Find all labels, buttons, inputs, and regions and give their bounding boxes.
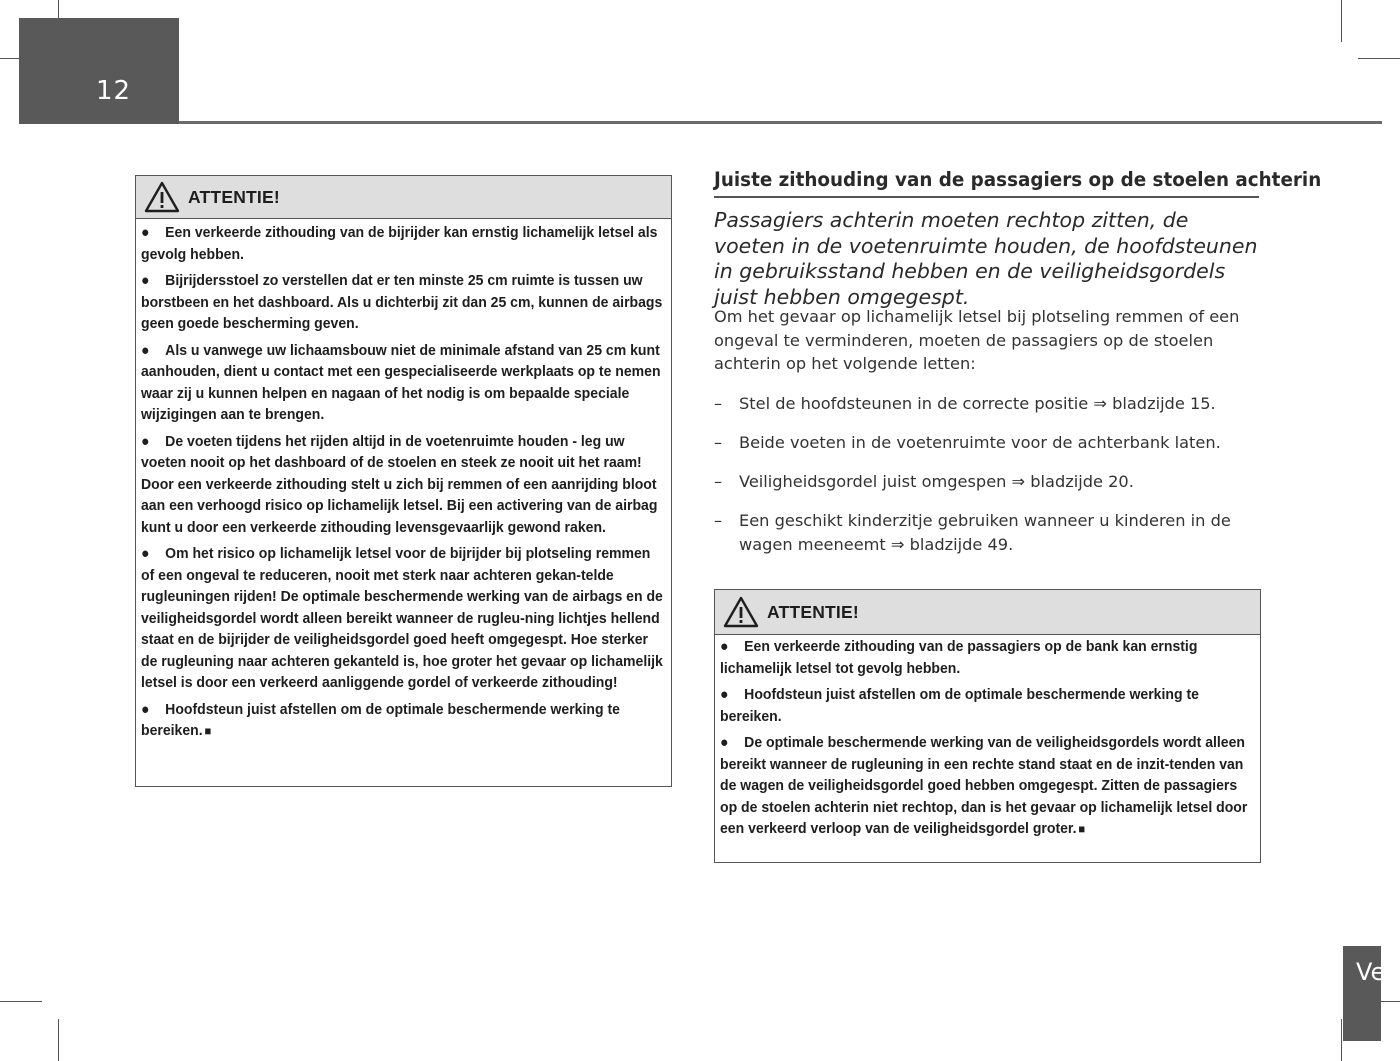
warning-triangle-icon (144, 181, 180, 213)
warning-title: ATTENTIE! (188, 186, 280, 207)
bullet-icon: ● (141, 700, 150, 718)
warning-list (136, 219, 671, 743)
section-title: Juiste zithouding van de passagiers op de stoelen achterin (714, 168, 1322, 191)
warning-title: ATTENTIE! (767, 601, 859, 622)
dash-icon: – (714, 433, 723, 452)
warning-item: ● Om het risico op lichamelijk letsel voor de bijrijder bij plotseling remmen of een ongeval te reduceren, nooit met sterk naar achteren gekan-telde rugleuningen rijden! De optimale beschermende werking van de airbags en de veiligheidsgordel wordt alleen bereikt wanneer de rugleu-ning lichtjes hellend staat en de bijrijder de veiligheidsgordel goed heeft omgegespt. Hoe sterker de rugleuning naar achteren gekanteld is, hoe groter het gevaar op lichamelijk letsel is door een verkeerd aanliggende gordel of verkeerde zithouding! (141, 545, 663, 691)
crop-mark (1341, 0, 1342, 42)
crop-mark (1341, 1019, 1342, 1061)
warning-item: ● Een verkeerde zithouding van de passagiers op de bank kan ernstig lichamelijk letsel tot gevolg hebben. (720, 638, 1198, 677)
page-number: 12 (96, 76, 132, 106)
warning-item: ● De voeten tijdens het rijden altijd in de voetenruimte houden - leg uw voeten nooit op het dashboard of de stoelen en steek ze nooit uit het raam! Door een verkeerde zithouding stelt u zich bij remmen of een aanrijding bloot aan een verhoogd risico op lichamelijk letsel. Bij een activering van de airbag kunt u door een verkeerde zithouding levensgevaarlijk gewond raken. (141, 432, 658, 536)
left-warning-box (135, 175, 672, 787)
warning-header (715, 590, 1260, 635)
page-number-tab (19, 18, 179, 124)
warning-triangle-icon (723, 596, 759, 628)
bullet-icon: ● (720, 638, 729, 655)
warning-item: ● Hoofdsteun juist afstellen om de optimale beschermende werking te bereiken. (720, 686, 1199, 725)
section-body: Om het gevaar op lichamelijk letsel bij plotseling remmen of een ongeval te verminderen, moeten de passagiers op de stoelen achterin op het volgende letten: (714, 307, 1240, 373)
warning-header (136, 176, 671, 219)
dash-icon: – (714, 394, 723, 413)
warning-item: ● De optimale beschermende werking van de veiligheidsgordels wordt alleen bereikt wanneer de rugleuning in een rechte stand staat en de inzit-tenden van de wagen de veiligheidsgordel goed hebben omgegespt. Zitten de passagiers op de stoelen achterin niet rechtop, dan is het gevaar op lichamelijk letsel door een verkeerd verloop van de veiligheidsgordel groter. ■ (720, 734, 1248, 837)
bullet-icon: ● (141, 341, 150, 359)
warning-item: ● Bijrijdersstoel zo verstellen dat er ten minste 25 cm ruimte is tussen uw borstbeen en het dashboard. Als u dichterbij zit dan 25 cm, kunnen de airbags geen goede bescherming geven. (141, 272, 663, 332)
chapter-side-tab (1343, 946, 1386, 1041)
right-warning-box (714, 589, 1261, 863)
section-intro: Passagiers achterin moeten rechtop zitten, de voeten in de voetenruimte houden, de hoofdsteunen in gebruiksstand hebben en de veiligheidsgordels juist hebben omgegespt. (714, 208, 1258, 309)
crop-mark (58, 1019, 59, 1061)
chapter-tab-label: Ve (1356, 958, 1386, 986)
list-item: – Beide voeten in de voetenruimte voor de achterbank laten. (714, 431, 1259, 455)
warning-list (715, 635, 1260, 841)
warning-item: ● Als u vanwege uw lichaamsbouw niet de minimale afstand van 25 cm kunt aanhouden, dient u contact met een gespecialiseerde werkplaats op te nemen waar zij u kunnen helpen en nagaan of het nodig is om bepaalde speciale wijzigingen aan te brengen. (141, 341, 661, 423)
bullet-icon: ● (141, 224, 150, 241)
step-list (714, 392, 1259, 572)
bullet-icon: ● (720, 734, 729, 751)
warning-item: ● Een verkeerde zithouding van de bijrijder kan ernstig lichamelijk letsel als gevolg hebben. (141, 224, 658, 263)
dash-icon: – (714, 472, 723, 491)
end-mark-icon: ■ (204, 724, 212, 738)
list-item: – Stel de hoofdsteunen in de correcte positie ⇒ bladzijde 15. (714, 392, 1259, 416)
crop-mark (0, 1001, 42, 1002)
title-rule (714, 196, 1259, 198)
header-rule (179, 121, 1382, 124)
bullet-icon: ● (720, 686, 729, 703)
list-item: – Veiligheidsgordel juist omgespen ⇒ bladzijde 20. (714, 470, 1259, 494)
warning-item: ● Hoofdsteun juist afstellen om de optimale beschermende werking te bereiken. ■ (141, 700, 620, 739)
end-mark-icon: ■ (1078, 822, 1086, 836)
bullet-icon: ● (141, 272, 150, 289)
list-item: – Een geschikt kinderzitje gebruiken wanneer u kinderen in de wagen meeneemt ⇒ bladzijde 49. (714, 511, 1231, 554)
dash-icon: – (714, 511, 723, 530)
bullet-icon: ● (141, 432, 150, 450)
bullet-icon: ● (141, 545, 150, 562)
crop-mark (1358, 58, 1400, 59)
